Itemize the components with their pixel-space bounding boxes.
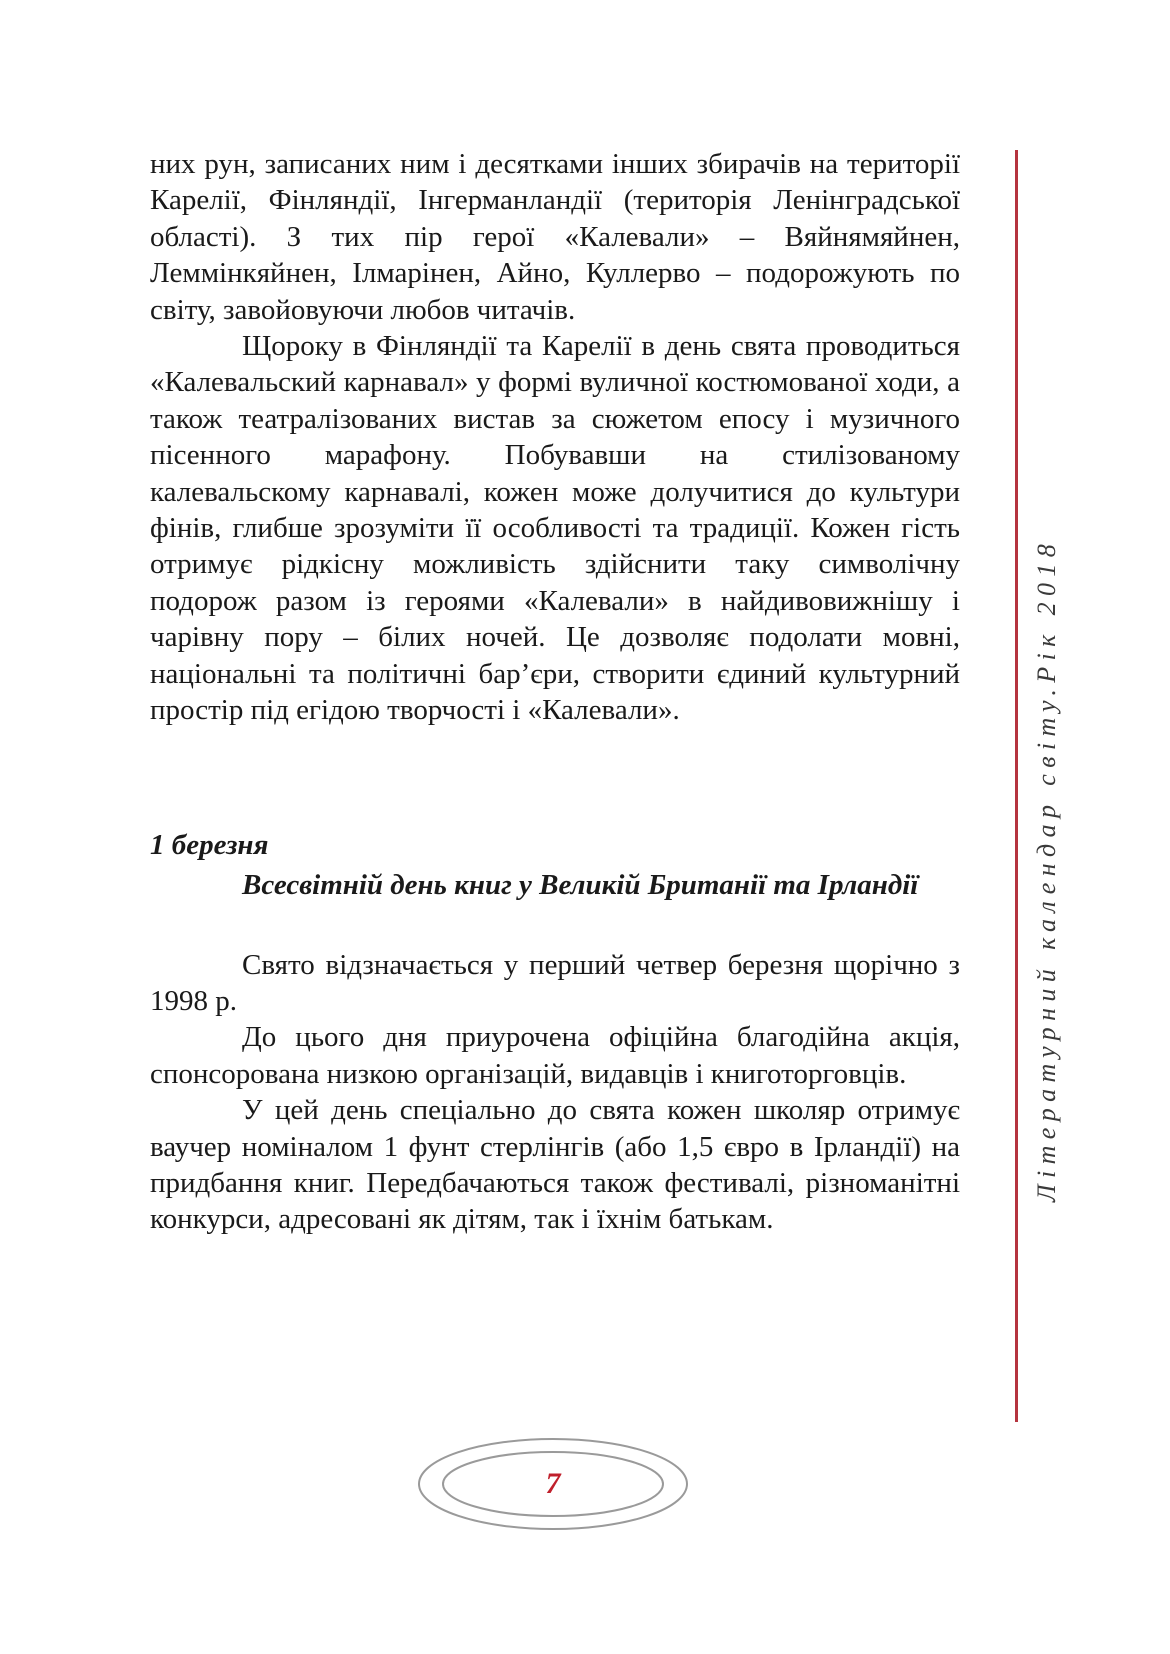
holiday-title: Всесвітній день книг у Великій Британії та Ірландії — [242, 868, 919, 901]
holiday-paragraph-1: Свято відзначається у перший четвер березня щорічно з 1998 р. — [150, 948, 960, 1017]
holiday-paragraph-3: У цей день спеціально до свята кожен школяр отримує ваучер номіналом 1 фунт стерлінгів (або 1,5 євро в Ірландії) на придбання книг. Передбачаються також фестивалі, різноманітні конкурси, адресовані як дітям, так і їхнім батькам. — [150, 1094, 960, 1236]
article-paragraph-1: них рун, записаних ним і десятками інших збирачів на території Карелії, Фінляндії, Інгерманландії (територія Ленінградської області). З тих пір герої «Калевали» – Вяйнямяйнен, Леммінкяйнен, Ілмарінен, Айно, Куллерво – подорожують по світу, завойовуючи любов читачів. — [150, 148, 960, 326]
page-content — [150, 146, 960, 1238]
margin-rule — [1015, 150, 1018, 1422]
article-paragraph-2: Щороку в Фінляндії та Карелії в день свята проводиться «Калевальский карнавал» у формі вуличної костюмованої ходи, а також театралізованих вистав за сюжетом епосу і музичного пісенного марафону. Побувавши на стилізованому калевальскому карнавалі, кожен може долучитися до культури фінів, глибше зрозуміти її особливості та традиції. Кожен гість отримує рідкісну можливість здійснити таку символічну подорож разом із героями «Калевали» в найдивовижнішу і чарівну пору – білих ночей. Це дозволяє подолати мовні, національні та політичні бар’єри, створити єдиний культурний простір під егідою творчості і «Калевали». — [150, 330, 960, 727]
page-number-ornament — [417, 1437, 689, 1531]
holiday-date: 1 березня — [150, 828, 269, 861]
holiday-paragraph-2: До цього дня приурочена офіційна благодійна акція, спонсорована низкою організацій, видавців і книготорговців. — [150, 1021, 960, 1090]
page-number: 7 — [545, 1467, 561, 1500]
running-side-title: Літературний календар світу.Рік 2018 — [1032, 537, 1061, 1202]
holiday-body — [150, 947, 960, 1238]
